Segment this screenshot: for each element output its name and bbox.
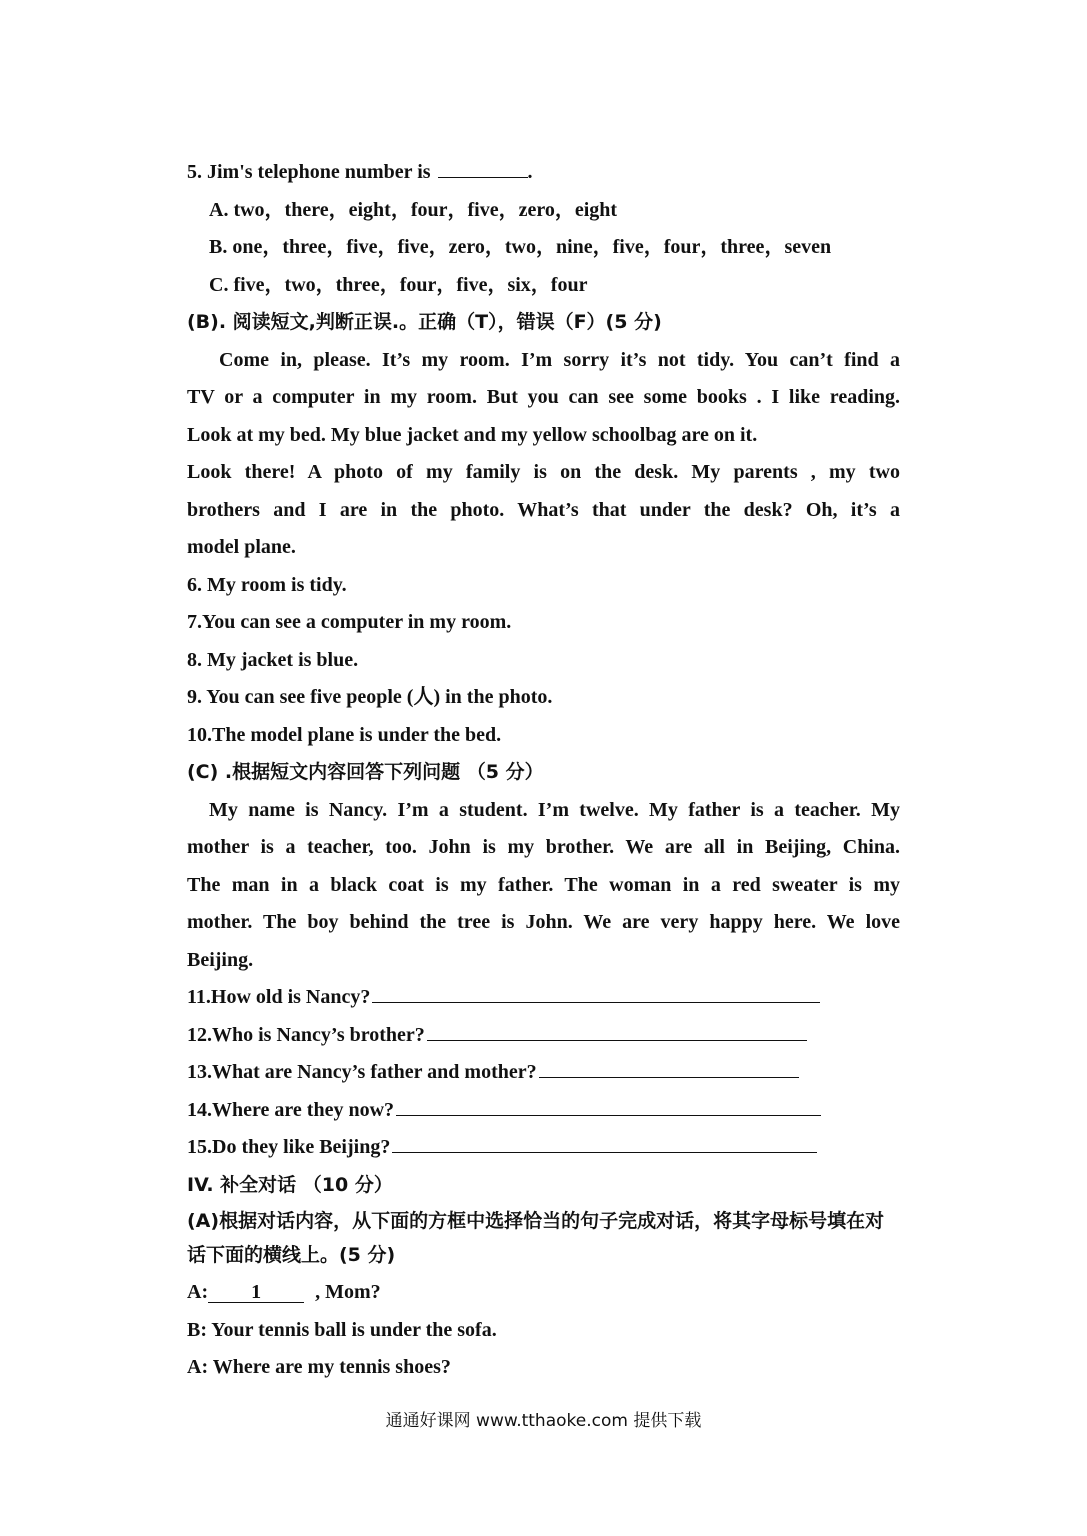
passage-c-line: Beijing. bbox=[187, 948, 254, 971]
answer-blank[interactable] bbox=[539, 1076, 799, 1078]
passage-c-line: My name is Nancy. I’m a student. I’m twelve. My father is a teacher. My bbox=[209, 798, 900, 821]
question-11-text: 11.How old is Nancy? bbox=[187, 986, 371, 1008]
question-14 bbox=[187, 1092, 900, 1130]
passage-c-line: mother is a teacher, too. John is my brother. We are all in Beijing, China. bbox=[187, 836, 900, 858]
passage-c-line: The man in a black coat is my father. The woman in a red sweater is my bbox=[187, 873, 900, 896]
option-c: C. five，two，three，four，five，six，four bbox=[209, 273, 588, 296]
option-b: B. one，three，five，five，zero，two，nine，five，four，three，seven bbox=[209, 236, 832, 258]
question-11 bbox=[187, 979, 900, 1017]
dialogue-line-a2: A: Where are my tennis shoes? bbox=[187, 1356, 451, 1378]
question-5 bbox=[187, 154, 900, 192]
dialogue-a1-suffix: , Mom? bbox=[315, 1281, 381, 1303]
section-iv-heading: IV. 补全对话 （10 分） bbox=[187, 1173, 393, 1196]
passage-b-line: brothers and I are in the photo. What’s that under the desk? Oh, it’s a bbox=[187, 498, 900, 521]
question-12-text: 12.Who is Nancy’s brother? bbox=[187, 1023, 425, 1046]
section-iv-a-instructions: (A)根据对话内容，从下面的方框中选择恰当的句子完成对话，将其字母标号填在对话下面的横线上。(5 分) bbox=[187, 1210, 885, 1266]
question-6: 6. My room is tidy. bbox=[187, 573, 347, 596]
worksheet-page bbox=[187, 154, 900, 1387]
passage-b-line: Look at my bed. My blue jacket and my yellow schoolbag are on it. bbox=[187, 423, 758, 446]
passage-c-line: mother. The boy behind the tree is John. We are very happy here. We love bbox=[187, 911, 900, 933]
passage-b-line: Look there! A photo of my family is on the desk. My parents , my two bbox=[187, 461, 900, 483]
question-15 bbox=[187, 1129, 900, 1167]
option-a: A. two，there，eight，four，five，zero，eight bbox=[209, 198, 618, 221]
speaker-a: A: bbox=[187, 1281, 209, 1303]
question-13 bbox=[187, 1054, 900, 1092]
question-13-text: 13.What are Nancy’s father and mother? bbox=[187, 1061, 537, 1083]
answer-blank[interactable] bbox=[427, 1039, 807, 1041]
dialogue-line-a1 bbox=[187, 1274, 900, 1312]
question-12 bbox=[187, 1017, 900, 1055]
passage-b-line: model plane. bbox=[187, 536, 296, 558]
page-footer: 通通好课网 www.tthaoke.com 提供下载 bbox=[385, 1411, 702, 1431]
section-c-heading: (C) .根据短文内容回答下列问题 （5 分） bbox=[187, 761, 544, 783]
question-10: 10.The model plane is under the bed. bbox=[187, 723, 502, 746]
question-5-end: . bbox=[527, 161, 533, 183]
question-8: 8. My jacket is blue. bbox=[187, 648, 359, 671]
passage-b-line: TV or a computer in my room. But you can see some books . I like reading. bbox=[187, 386, 900, 408]
question-15-text: 15.Do they like Beijing? bbox=[187, 1136, 391, 1158]
question-9: 9. You can see five people (人) in the photo. bbox=[187, 686, 553, 708]
question-14-text: 14.Where are they now? bbox=[187, 1098, 395, 1121]
question-7: 7.You can see a computer in my room. bbox=[187, 611, 512, 633]
answer-blank[interactable] bbox=[372, 1001, 820, 1003]
dialogue-blank-1[interactable]: 1 bbox=[208, 1282, 304, 1303]
answer-blank[interactable] bbox=[396, 1114, 821, 1116]
section-b-heading: (B). 阅读短文,判断正误.。正确（T），错误（F）(5 分) bbox=[187, 311, 662, 333]
answer-blank[interactable] bbox=[438, 176, 528, 178]
dialogue-line-b1: B: Your tennis ball is under the sofa. bbox=[187, 1318, 497, 1341]
passage-b-line: Come in, please. It’s my room. I’m sorry it’s not tidy. You can’t find a bbox=[219, 348, 900, 371]
question-5-stem: 5. Jim's telephone number is bbox=[187, 161, 431, 183]
answer-blank[interactable] bbox=[392, 1151, 817, 1153]
